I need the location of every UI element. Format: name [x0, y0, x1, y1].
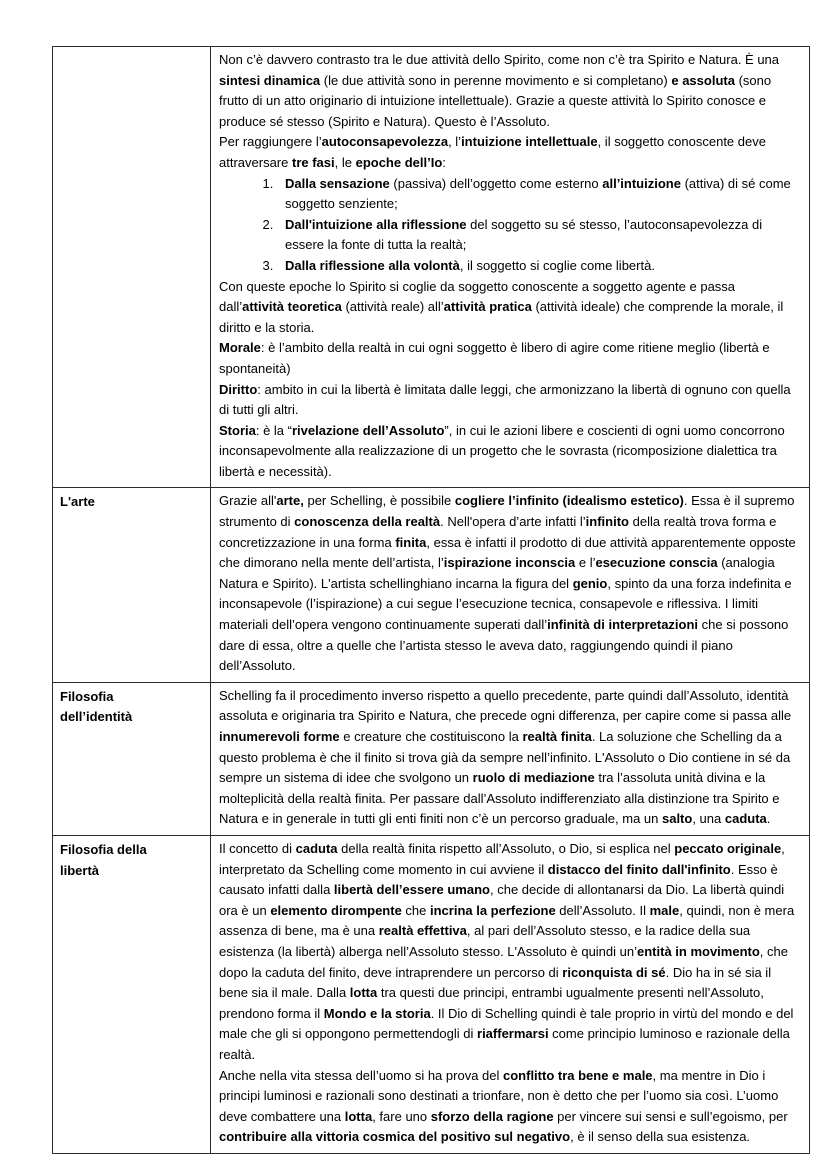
row-label-line: dell’identità: [60, 709, 133, 725]
text-run: , l’: [448, 134, 462, 150]
text-run: , essa è infatti il prodotto di due attività apparentemente opposte che dimorano nella mente dell’artista, l’: [219, 534, 796, 571]
bold-run: Mondo e la storia: [323, 1005, 431, 1021]
row-content-cell: [211, 488, 810, 682]
bold-run: lotta: [344, 1108, 373, 1124]
text-run: della realtà finita rispetto all’Assoluto, o Dio, si esplica nel: [337, 840, 675, 856]
text-run: , che decide di allontanarsi da Dio. La libertà quindi ora è un: [219, 882, 785, 918]
text-run: , che dopo la caduta del finito, deve intraprendere un percorso di: [219, 943, 788, 980]
text-run: dell’Assoluto. Il: [555, 902, 650, 918]
bold-run: conflitto tra bene e male: [503, 1067, 653, 1083]
text-run: , ma mentre in Dio i principi luminosi e razionali sono destinati a trionfare, non è detto che per l’uomo sia così. L’uomo deve combattere una: [219, 1067, 779, 1124]
bold-run: epoche dell’Io: [355, 154, 443, 170]
table-row: [53, 682, 810, 835]
row-content-cell: [211, 835, 810, 1153]
text-run: , il soggetto conoscente deve attraversare: [219, 134, 766, 170]
bold-run: rivelazione dell’Assoluto: [291, 422, 445, 438]
text-run: che si possono dare di essa, oltre a quelle che l’artista stesso le aveva dato, raggiungendo quindi il piano dell’Assoluto.: [219, 617, 789, 674]
bold-run: ispirazione inconscia: [443, 555, 576, 571]
text-run: per vincere sui sensi e sull’egoismo, per: [553, 1108, 788, 1124]
text-run: (attività reale) all’: [341, 299, 444, 315]
para-attivita-teorica-pratica: [219, 277, 801, 339]
list-item-dalla-riflessione-alla-volonta: [277, 256, 801, 277]
row-content-cell: [211, 47, 810, 488]
bold-run: Diritto: [219, 381, 258, 397]
bold-run: ruolo di mediazione: [472, 770, 595, 786]
text-run: ”, in cui le azioni libere e coscienti di ogni uomo concorrono inconsapevolmente alla realizzazione di un progetto che le sovrasta (ricomposizione dialettica tra libertà e necessità).: [219, 422, 785, 479]
bold-run: innumerevoli forme: [219, 729, 340, 744]
text-run: Non c’è davvero contrasto tra le due attività dello Spirito, come non c’è tra Spirito e Natura. È una: [219, 52, 780, 67]
bold-run: genio: [572, 575, 608, 591]
text-run: : è la “: [255, 422, 292, 438]
text-run: Grazie all': [219, 493, 277, 509]
text-run: che: [401, 902, 430, 918]
text-run: (attività ideale) che comprende la morale, il diritto e la storia.: [219, 299, 784, 335]
table-row: [53, 488, 810, 682]
row-label-cell: [53, 835, 211, 1153]
list-epoche-dell-io: [219, 174, 801, 277]
text-run: (passiva) dell’oggetto come esterno: [389, 175, 603, 191]
text-run: , spinto da una forza indefinita e inconsapevole (l’ispirazione) a cui segue l’esecuzione tecnica, consapevole e riflessiva. I limiti materiali dell’opera vengono continuamente superati dall’: [219, 575, 792, 633]
row-label-line: Filosofia: [60, 688, 114, 704]
text-run: (attiva) di sé come soggetto senziente;: [285, 175, 791, 212]
bold-run: peccato originale: [674, 840, 782, 856]
text-run: . Il Dio di Schelling quindi è tale proprio in virtù del mondo e del male che gli si oppongono permettendogli di: [219, 1005, 794, 1042]
bold-run: caduta: [724, 811, 767, 827]
bold-run: esecuzione conscia: [595, 555, 718, 571]
text-run: , il soggetto si coglie come libertà.: [459, 257, 655, 273]
text-run: come principio luminoso e razionale della realtà.: [219, 1026, 790, 1062]
bold-run: intuizione intellettuale: [461, 134, 598, 150]
list-item-dall-intuizione-alla-riflessione: [277, 215, 801, 256]
bold-run: tre fasi: [291, 154, 335, 170]
bold-run: attività pratica: [443, 299, 532, 315]
text-run: . Essa è il supremo strumento di: [219, 493, 795, 530]
para-filosofia-liberta-1: [219, 839, 801, 1066]
bold-run: elemento dirompente: [270, 902, 402, 918]
bold-run: riconquista di sé: [562, 964, 666, 980]
text-run: , interpretato da Schelling come momento in cui avviene il: [219, 840, 785, 877]
text-run: (sono frutto di un atto originario di intuizione intellettuale). Grazie a queste attività lo Spirito conosce e produce sé stesso (Spirito e Natura). Questo è l’Assoluto.: [219, 72, 772, 129]
bold-run: Morale: [219, 340, 261, 356]
bold-run: e assoluta: [671, 72, 735, 88]
bold-run: all’intuizione: [602, 175, 681, 191]
bold-run: infinito: [585, 514, 629, 530]
summary-table: [52, 46, 810, 1154]
text-run: (analogia Natura e Spirito). L'artista schellinghiano incarna la figura del: [219, 555, 775, 591]
bold-run: sintesi dinamica: [219, 72, 321, 88]
list-item-dalla-sensazione: [277, 174, 801, 215]
text-run: , una: [692, 811, 725, 827]
text-run: : è l’ambito della realtà in cui ogni soggetto è libero di agire come ritiene meglio (libertà e spontaneità): [219, 340, 770, 376]
bold-run: infinità di interpretazioni: [547, 617, 699, 633]
table-body: [53, 47, 810, 1154]
text-run: Per raggiungere l’: [219, 134, 322, 150]
bold-run: cogliere l’infinito (idealismo estetico): [454, 493, 684, 509]
bold-run: libertà dell’essere umano: [333, 882, 490, 898]
text-run: della realtà trova forma e concretizzazione in una forma: [219, 514, 777, 550]
bold-run: Storia: [219, 422, 256, 438]
text-run: .: [766, 811, 771, 827]
row-label-cell: [53, 47, 211, 488]
text-run: . Esso è causato infatti dalla: [219, 861, 778, 898]
text-run: , quindi, non è mera assenza di bene, ma è una: [219, 902, 795, 939]
bold-run: finita: [395, 534, 427, 550]
para-sintesi-dinamica: [219, 50, 801, 132]
text-run: : ambito in cui la libertà è limitata dalle leggi, che armonizzano la libertà di ognuno con quella di tutti gli altri.: [219, 381, 791, 418]
bold-run: Dalla sensazione: [285, 175, 390, 191]
text-run: Con queste epoche lo Spirito si coglie da soggetto conoscente a soggetto agente e passa dall’: [219, 278, 736, 315]
text-run: e l’: [575, 555, 596, 571]
bold-run: distacco del finito dall'infinito: [547, 861, 731, 877]
bold-run: salto: [661, 811, 693, 827]
text-run: , è il senso della sua esistenza.: [570, 1129, 751, 1145]
text-run: . La soluzione che Schelling da a questo problema è che il finito si trova già da sempre nell’infinito. L'Assoluto o Dio contiene in sé da sempre un sistema di idee che svolgono un: [219, 729, 791, 786]
bold-run: autoconsapevolezza: [321, 134, 449, 150]
text-run: per Schelling, è possibile: [303, 493, 455, 509]
para-filosofia-identita: [219, 686, 801, 830]
bold-run: male: [649, 902, 680, 918]
para-arte: [219, 491, 801, 676]
para-diritto: [219, 380, 801, 421]
text-run: :: [442, 154, 446, 170]
table-row: [53, 835, 810, 1153]
bold-run: lotta: [349, 985, 378, 1001]
bold-run: riaffermarsi: [477, 1026, 549, 1042]
table-row: [53, 47, 810, 488]
bold-run: sforzo della ragione: [430, 1108, 554, 1124]
text-run: , al pari dell’Assoluto stesso, e la radice della sua esistenza (la libertà) alberga nell’Assoluto stesso. L'Assoluto è quindi un’: [219, 923, 751, 959]
para-storia: [219, 421, 801, 483]
bold-run: realtà finita: [522, 729, 592, 744]
bold-run: attività teoretica: [242, 299, 342, 315]
bold-run: Dall'intuizione alla riflessione: [285, 216, 467, 232]
text-run: Il concetto di: [219, 840, 296, 856]
row-label-line: libertà: [60, 862, 100, 878]
text-run: tra l’assoluta unità divina e la molteplicità della realtà finita. Per passare dall’Assoluto indifferenziato alla distinzione tra Spirito e Natura e in generale in tutti gli enti finiti non c’è un percorso graduale, ma un: [219, 770, 780, 827]
text-run: Anche nella vita stessa dell’uomo si ha prova del: [219, 1067, 503, 1083]
text-run: , fare uno: [372, 1108, 431, 1124]
text-run: e creature che costituiscono la: [339, 729, 523, 744]
text-run: del soggetto su sé stesso, l’autoconsapevolezza di essere la fonte di tutta la realtà;: [285, 216, 763, 253]
row-label-line: L'arte: [60, 494, 95, 510]
para-autoconsapevolezza: [219, 132, 801, 173]
text-run: Schelling fa il procedimento inverso rispetto a quello precedente, parte quindi dall’Assoluto, identità assoluta e originaria tra Spirito e Natura, che precede ogni differenza, per capire come si passa alle: [219, 687, 792, 724]
bold-run: caduta: [295, 840, 338, 856]
bold-run: incrina la perfezione: [429, 902, 556, 918]
text-run: . Nell'opera d’arte infatti l’: [440, 514, 586, 530]
bold-run: contribuire alla vittoria cosmica del positivo sul negativo: [219, 1129, 571, 1145]
row-label-line: Filosofia della: [60, 841, 147, 857]
para-filosofia-liberta-2: [219, 1066, 801, 1148]
text-run: . Dio ha in sé sia il bene sia il male. Dalla: [219, 964, 772, 1001]
text-run: , le: [334, 154, 356, 170]
bold-run: conoscenza della realtà: [294, 514, 441, 530]
row-label-cell: [53, 488, 211, 682]
bold-run: entità in movimento: [637, 943, 760, 959]
text-run: (le due attività sono in perenne movimento e si completano): [320, 72, 672, 88]
row-label-cell: [53, 682, 211, 835]
row-content-cell: [211, 682, 810, 835]
bold-run: realtà effettiva: [378, 923, 467, 939]
text-run: tra questi due principi, entrambi ugualmente presenti nell’Assoluto, prendono forma il: [219, 985, 764, 1021]
bold-run: arte,: [276, 493, 304, 509]
bold-run: Dalla riflessione alla volontà: [285, 257, 460, 273]
para-morale: [219, 338, 801, 379]
